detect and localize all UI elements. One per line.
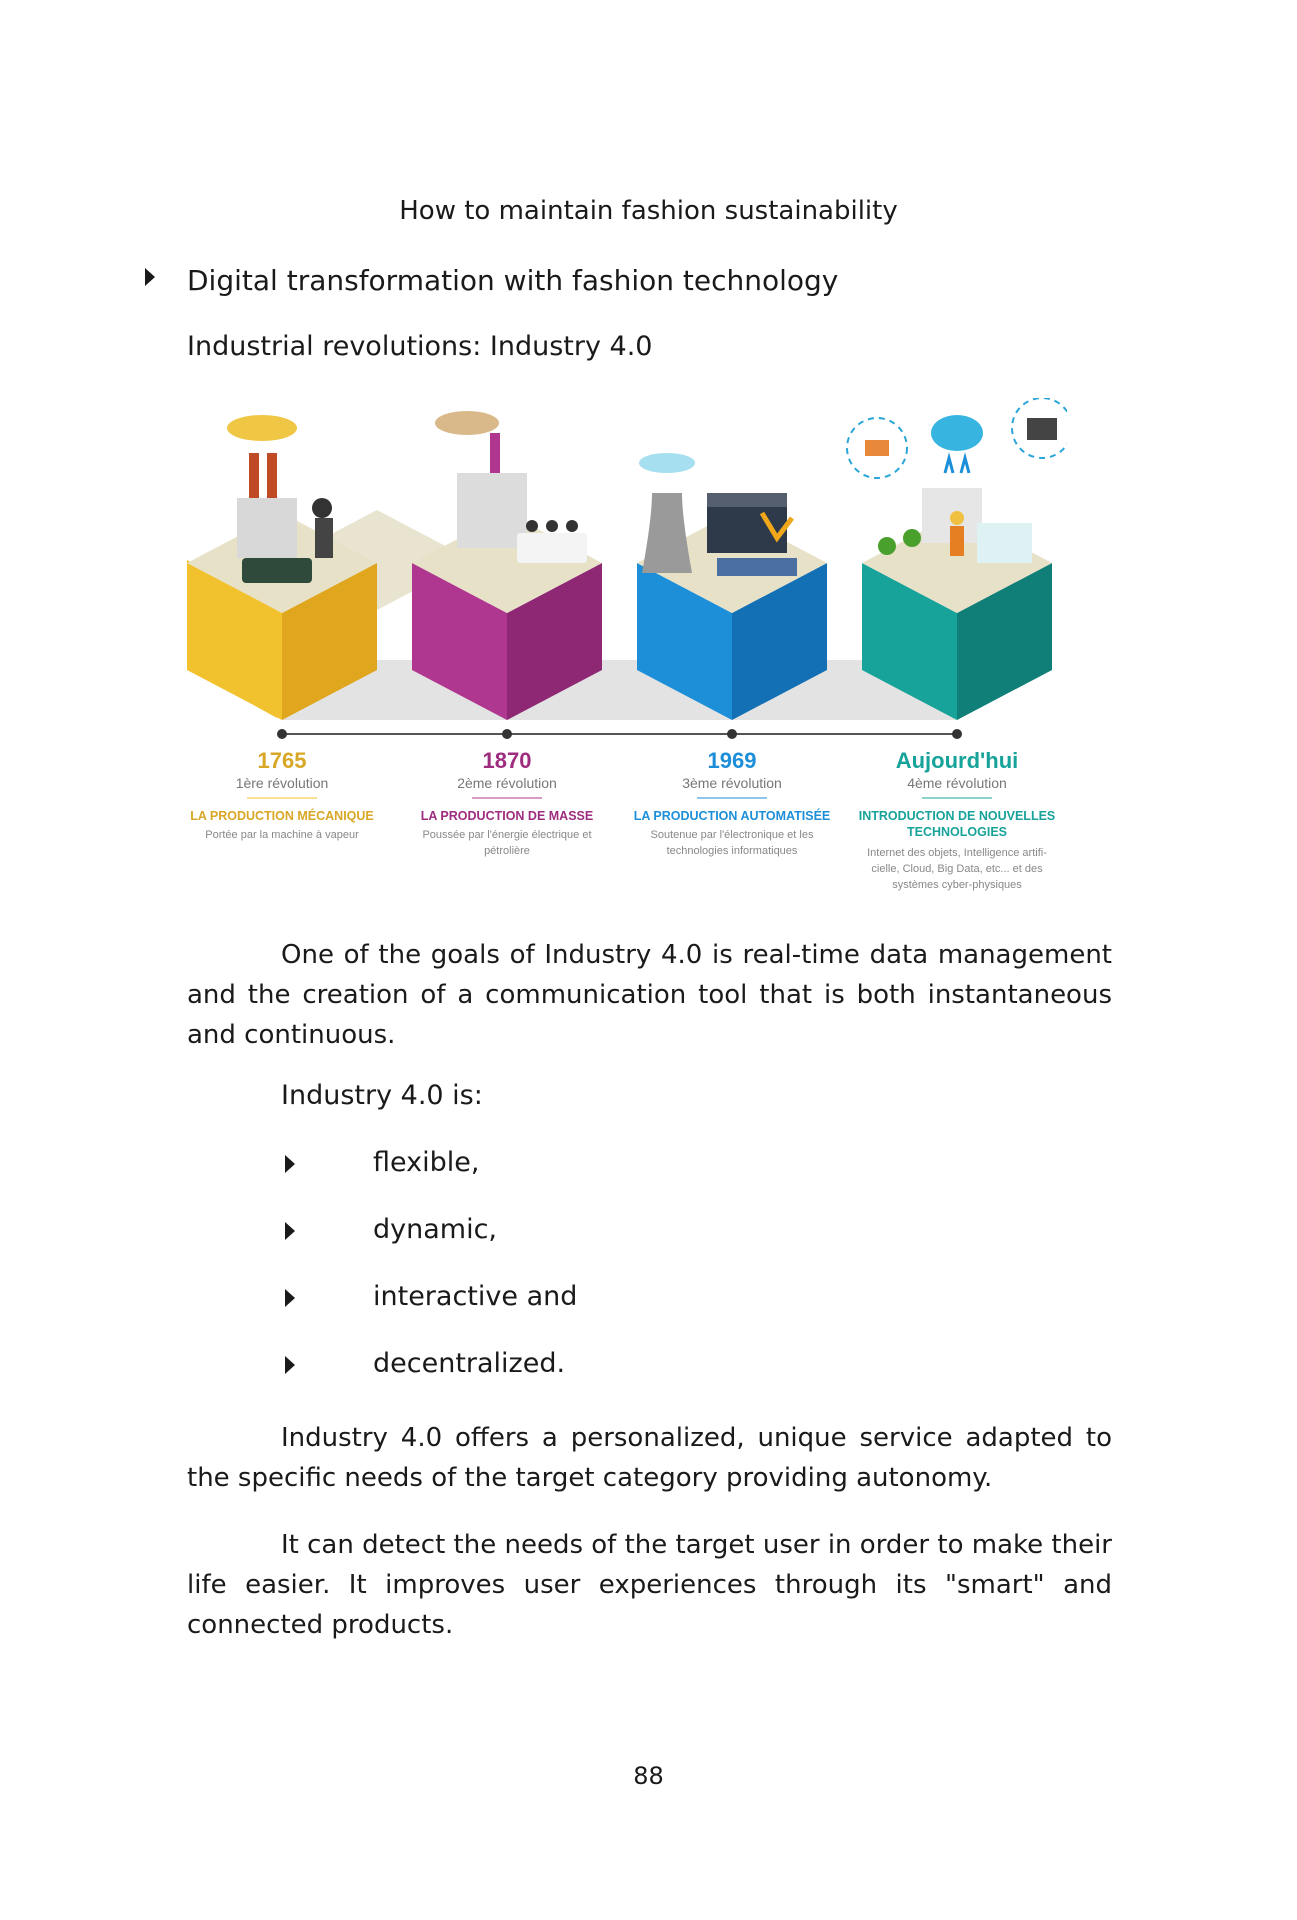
- paragraph-2: Industry 4.0 offers a personalized, unique service adapted to the specific needs of the target category providing autonomy.: [187, 1423, 1112, 1493]
- list-heading: Industry 4.0 is:: [281, 1080, 483, 1111]
- page-header: How to maintain fashion sustainability: [399, 196, 898, 226]
- list-item: decentralized.: [373, 1348, 566, 1379]
- year-1969: 1969: [707, 748, 757, 773]
- desc-3-line-2: technologies informatiques: [666, 845, 798, 857]
- list-bullet-icon: [285, 1356, 295, 1374]
- desc-1-line-1: Portée par la machine à vapeur: [205, 829, 359, 841]
- list-item: dynamic,: [373, 1214, 498, 1245]
- year-today: Aujourd'hui: [895, 748, 1019, 773]
- desc-2-line-1: Poussée par l'énergie électrique et: [422, 829, 592, 841]
- list-bullet-icon: [285, 1222, 295, 1240]
- list-item: interactive and: [373, 1281, 578, 1312]
- paragraph-1: One of the goals of Industry 4.0 is real-time data management and the creation of a communication tool that is both instantaneous and continuous.: [187, 940, 1112, 1050]
- list-item: flexible,: [373, 1147, 480, 1178]
- caption-4: INTRODUCTION DE NOUVELLES: [858, 809, 1056, 823]
- caption-1: LA PRODUCTION MÉCANIQUE: [190, 809, 374, 823]
- section-bullet-icon: [145, 268, 155, 286]
- cube-1870: [412, 411, 602, 720]
- sub-title: Industrial revolutions: Industry 4.0: [187, 331, 653, 362]
- desc-4-line-1: Internet des objets, Intelligence artifi-: [867, 847, 1047, 859]
- desc-3-line-1: Soutenue par l'électronique et les: [650, 829, 814, 841]
- paragraph-3: It can detect the needs of the target user in order to make their life easier. It improves user experiences through its "smart" and connected products.: [187, 1530, 1112, 1640]
- desc-4-line-3: systèmes cyber-physiques: [892, 879, 1022, 891]
- list-bullet-icon: [285, 1155, 295, 1173]
- revolution-4: 4ème révolution: [907, 775, 1007, 791]
- year-1870: 1870: [482, 748, 532, 773]
- caption-3: LA PRODUCTION AUTOMATISÉE: [633, 809, 831, 823]
- desc-4-line-2: cielle, Cloud, Big Data, etc... et des: [871, 863, 1043, 875]
- revolution-1: 1ère révolution: [235, 775, 329, 791]
- industrial-revolutions-infographic: [187, 398, 1067, 908]
- year-1765: 1765: [257, 748, 307, 773]
- cube-1969: [637, 453, 827, 720]
- caption-2: LA PRODUCTION DE MASSE: [420, 809, 594, 823]
- revolution-3: 3ème révolution: [682, 775, 782, 791]
- section-title: Digital transformation with fashion technology: [187, 264, 839, 297]
- infographic-svg: [187, 398, 1067, 908]
- revolution-2: 2ème révolution: [457, 775, 557, 791]
- page-number: 88: [633, 1762, 664, 1790]
- cube-today: [847, 398, 1067, 720]
- desc-2-line-2: pétrolière: [484, 845, 530, 857]
- caption-4-line-2: TECHNOLOGIES: [906, 825, 1008, 839]
- list-bullet-icon: [285, 1289, 295, 1307]
